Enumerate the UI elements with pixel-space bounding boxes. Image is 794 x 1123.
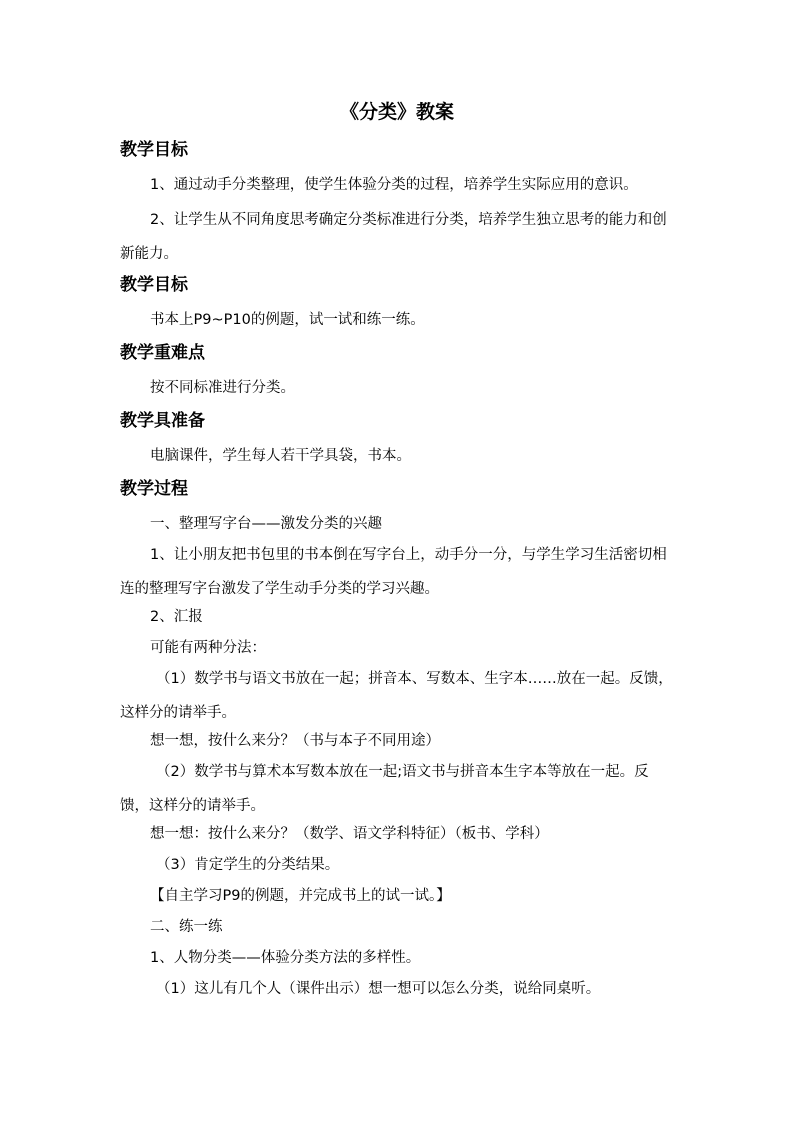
paragraph-two-methods: 可能有两种分法： <box>150 640 266 656</box>
paragraph-think-1: 想一想，按什么来分？（书与本子不同用途） <box>150 733 440 749</box>
paragraph-self-study: 【自主学习P9的例题，并完成书上的试一试。】 <box>150 888 451 904</box>
paragraph-think-2: 想一想：按什么来分？（数学、语文学科特征）（板书、学科） <box>150 826 549 842</box>
paragraph-people-classify: 1、人物分类——体验分类方法的多样性。 <box>150 950 421 966</box>
paragraph-goal-2: 2、让学生从不同角度思考确定分类标准进行分类，培养学生独立思考的能力和创新能力。 <box>120 212 667 262</box>
paragraph-method-2: （2）数学书与算术本写数本放在一起;语文书与拼音本生字本等放在一起。反馈，这样分的请举手。 <box>120 764 649 814</box>
paragraph-practice: 二、练一练 <box>150 919 223 935</box>
paragraph-content: 书本上P9~P10的例题，试一试和练一练。 <box>150 312 425 328</box>
paragraph-materials: 电脑课件，学生每人若干学具袋，书本。 <box>150 448 411 464</box>
paragraph-report: 2、汇报 <box>150 609 203 625</box>
heading-process: 教学过程 <box>120 479 188 499</box>
paragraph-affirm: （3）肯定学生的分类结果。 <box>156 857 340 873</box>
heading-teaching-content: 教学目标 <box>120 275 188 295</box>
paragraph-goal-1: 1、通过动手分类整理，使学生体验分类的过程，培养学生实际应用的意识。 <box>150 177 638 193</box>
heading-teaching-goals: 教学目标 <box>120 140 188 160</box>
heading-key-points: 教学重难点 <box>120 343 205 363</box>
paragraph-key-points: 按不同标准进行分类。 <box>150 380 295 396</box>
heading-materials: 教学具准备 <box>120 411 205 431</box>
paragraph-method-1: （1）数学书与语文书放在一起；拼音本、写数本、生字本……放在一起。反馈，这样分的请举手。 <box>120 671 673 721</box>
paragraph-process-desc: 1、让小朋友把书包里的书本倒在写字台上，动手分一分，与学生学习生活密切相连的整理写字台激发了学生动手分类的学习兴趣。 <box>120 547 667 597</box>
paragraph-people-question: （1）这儿有几个人（课件出示）想一想可以怎么分类，说给同桌听。 <box>156 981 601 997</box>
document-title: 《分类》教案 <box>339 101 454 123</box>
paragraph-process-step-1: 一、整理写字台——激发分类的兴趣 <box>150 516 382 532</box>
